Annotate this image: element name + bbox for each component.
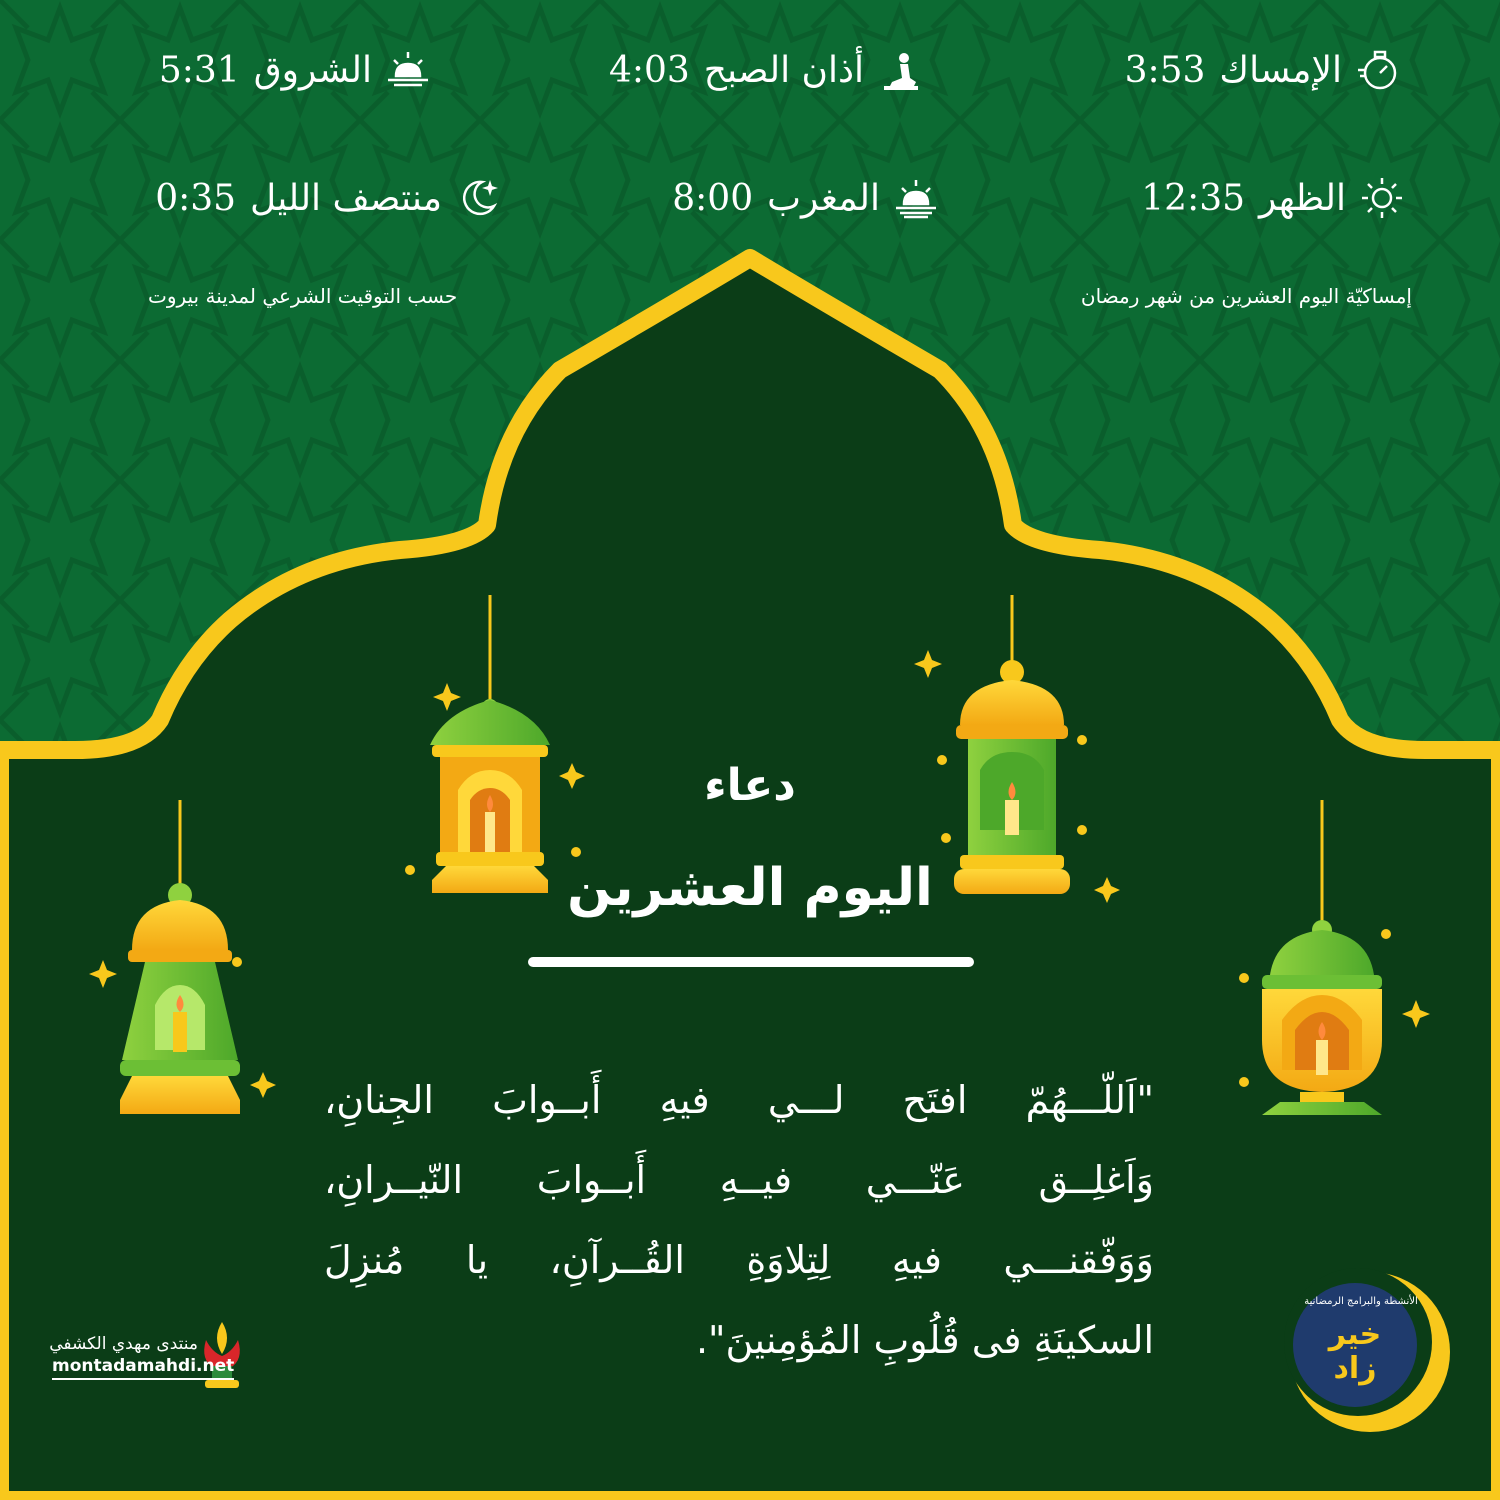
prayer-line: وَوَفّقنـــي فيهِ لِتِلاوَةِ القُــرآنِ، يا مُنزِلَ [324,1238,1154,1282]
time-value: 0:35 [155,177,237,219]
time-label: أذان الصبح [703,49,864,91]
prayer-line: السكينَةِ فى قُلُوبِ المُؤمِنينَ". [695,1318,1154,1362]
prayer-text [324,1060,1154,1380]
lantern-center-left [430,699,550,893]
brand-right-caption: الأنشطة والبرامج الرمضانية [1304,1296,1418,1307]
prayer-line: وَاَغلِــق عَنّـــي فيــهِ أَبــوابَ النّيــرانِ، [324,1158,1154,1202]
brand-left-url: montadamahdi.net [52,1356,234,1380]
sunset-icon [894,176,938,220]
time-value: 5:31 [158,49,240,91]
stopwatch-icon [1356,48,1400,92]
time-label: المغرب [767,177,880,219]
time-label: الظهر [1259,177,1346,219]
time-label: منتصف الليل [250,177,442,219]
time-value: 8:00 [672,177,754,219]
city-note: حسب التوقيت الشرعي لمدينة بيروت [148,284,458,308]
prayer-line: "اَللّـــهُمّ افتَح لـــي فيهِ أَبــوابَ الجِنانِ، [324,1078,1154,1122]
time-value: 12:35 [1141,177,1246,219]
time-fajr [609,48,922,92]
time-label: الشروق [253,49,372,91]
title-line-1: دعاء [704,760,796,811]
time-maghrib [672,176,938,220]
time-label: الإمساك [1219,49,1342,91]
brand-left-name: منتدى مهدي الكشفي [49,1334,198,1354]
time-sunrise [159,48,430,92]
praying-person-icon [878,48,922,92]
time-value: 3:53 [1124,49,1206,91]
title-line-2: اليوم العشرين [567,858,933,918]
time-dhuhr [1141,176,1404,220]
title-divider [528,957,974,967]
sunrise-icon [386,48,430,92]
sun-icon [1360,176,1404,220]
day-note: إمساكيّة اليوم العشرين من شهر رمضان [1080,284,1412,308]
moon-stars-icon [456,176,500,220]
time-midnight [155,176,500,220]
time-value: 4:03 [608,49,690,91]
time-imsak [1125,48,1400,92]
brand-right-logo-text: خير زاد [1328,1317,1382,1386]
